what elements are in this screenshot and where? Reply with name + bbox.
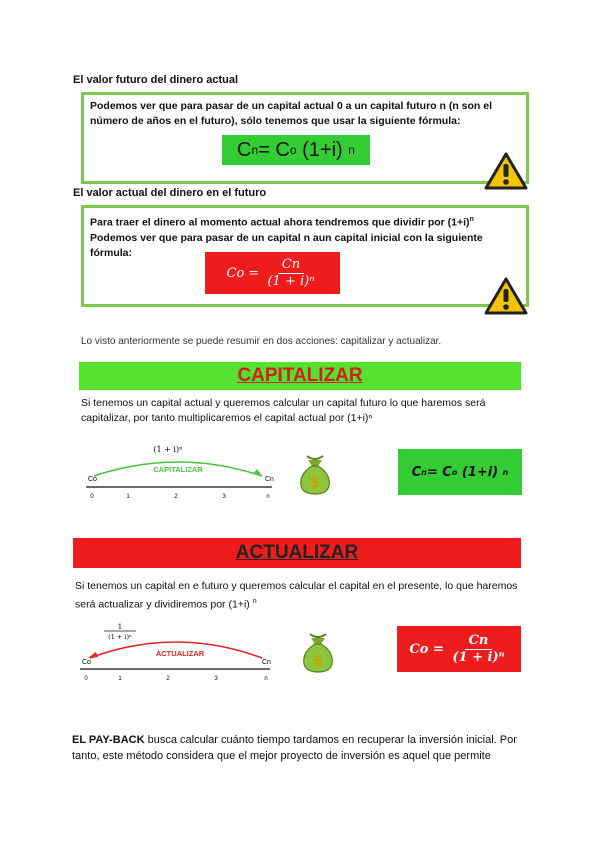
warning-icon xyxy=(484,151,528,191)
formula-eq: = C xyxy=(258,138,290,161)
formula-paren: (1+i) xyxy=(302,138,343,161)
actualizar-factor-den: (1 + i)ⁿ xyxy=(108,633,132,641)
actualizar-text-body: Si tenemos un capital en e futuro y queremos calcular el capital en el presente, lo que haremos será actualizar y dividiremos por (1+i) xyxy=(75,580,518,611)
capitalizar-text: Si tenemos un capital actual y queremos calcular un capital futuro lo que haremos será capitalizar, por tanto multiplicaremos el capital actual por (1+i)ⁿ xyxy=(81,397,486,424)
actualizar-right-label: Cn xyxy=(262,659,271,666)
tick-label: 2 xyxy=(174,494,178,500)
future-value-text: Podemos ver que para pasar de un capital actual 0 a un capital futuro n (n son el número de años en el futuro), sólo tenemos que usar la siguiente fórmula: xyxy=(90,100,493,127)
tick-label: 0 xyxy=(90,494,94,500)
actualizar-arrow-label: ACTUALIZAR xyxy=(155,649,205,658)
actualizar-ticks xyxy=(84,676,267,682)
formula-num: Cn xyxy=(278,257,304,274)
money-bag-icon xyxy=(299,630,337,674)
act-formula-fraction xyxy=(448,633,508,666)
warning-icon xyxy=(484,276,528,316)
present-value-text-sup: n xyxy=(469,216,474,223)
section-title-present-value: El valor actual del dinero en el futuro xyxy=(73,187,267,199)
formula-sub-o: o xyxy=(289,143,297,157)
payback-paragraph xyxy=(72,732,530,764)
summary-text: Lo visto anteriormente se puede resumir en dos acciones: capitalizar y actualizar. xyxy=(81,336,442,347)
cap-formula-paren: (1+i) xyxy=(461,464,499,480)
present-value-box xyxy=(81,205,529,307)
svg-text:$: $ xyxy=(309,473,321,491)
act-formula-num: Cn xyxy=(465,633,493,650)
money-bag-icon xyxy=(296,452,334,496)
payback-text: busca calcular cuánto tiempo tardamos en recuperar la inversión inicial. Por tanto, este método considera que el mejor proyecto de inversión es aquel que permite xyxy=(72,734,517,762)
capitalizar-arrowhead xyxy=(253,469,262,476)
formula-c: C xyxy=(237,138,252,161)
capitalizar-left-label: Co xyxy=(88,476,97,483)
actualizar-arrowhead xyxy=(88,652,98,658)
formula-fraction xyxy=(263,257,318,290)
present-value-formula xyxy=(205,252,340,294)
capitalizar-ticks xyxy=(90,494,269,500)
tick-label: 3 xyxy=(214,676,218,682)
svg-text:$: $ xyxy=(312,651,324,669)
tick-label: n xyxy=(266,494,270,500)
cap-formula-sub-o: o xyxy=(451,467,458,477)
payback-term: EL PAY-BACK xyxy=(72,734,145,746)
cap-formula-sub-n: n xyxy=(421,467,427,477)
actualizar-timeline xyxy=(76,620,276,686)
capitalizar-timeline xyxy=(82,440,282,506)
tick-label: 2 xyxy=(166,676,170,682)
cap-formula-sup: n xyxy=(502,467,509,477)
tick-label: 1 xyxy=(126,494,130,500)
actualizar-text xyxy=(75,579,521,613)
actualizar-formula xyxy=(397,626,521,672)
formula-lhs: Co = xyxy=(226,265,260,281)
actualizar-text-sup: n xyxy=(252,598,257,605)
capitalizar-banner: CAPITALIZAR xyxy=(79,362,521,390)
capitalizar-factor: (1 + i)ⁿ xyxy=(153,445,183,454)
actualizar-factor-num: 1 xyxy=(117,623,123,631)
present-value-text-1: Para traer el dinero al momento actual ahora tendremos que dividir por (1+i) xyxy=(90,216,470,229)
formula-sup: n xyxy=(348,143,355,157)
future-value-formula xyxy=(222,135,370,165)
capitalizar-formula xyxy=(398,449,522,495)
actualizar-left-label: Co xyxy=(82,659,91,666)
capitalizar-arrow-label: CAPITALIZAR xyxy=(153,465,203,474)
tick-label: 0 xyxy=(84,676,88,682)
formula-sub-n: n xyxy=(251,143,259,157)
act-formula-lhs: Co = xyxy=(409,641,444,657)
present-value-text-2: Podemos ver que para pasar de un capital n aun capital inicial con la siguiente fórmula: xyxy=(90,231,483,259)
future-value-box xyxy=(81,92,529,184)
cap-formula-c: C xyxy=(411,464,422,480)
cap-formula-eq: = C xyxy=(426,464,452,480)
tick-label: 1 xyxy=(118,676,122,682)
tick-label: 3 xyxy=(222,494,226,500)
act-formula-den: (1 + i)ⁿ xyxy=(452,649,505,665)
section-title-future-value: El valor futuro del dinero actual xyxy=(73,74,239,86)
formula-den: (1 + i)ⁿ xyxy=(267,273,315,289)
tick-label: n xyxy=(264,676,268,682)
capitalizar-right-label: Cn xyxy=(265,476,274,483)
actualizar-banner: ACTUALIZAR xyxy=(73,538,521,568)
